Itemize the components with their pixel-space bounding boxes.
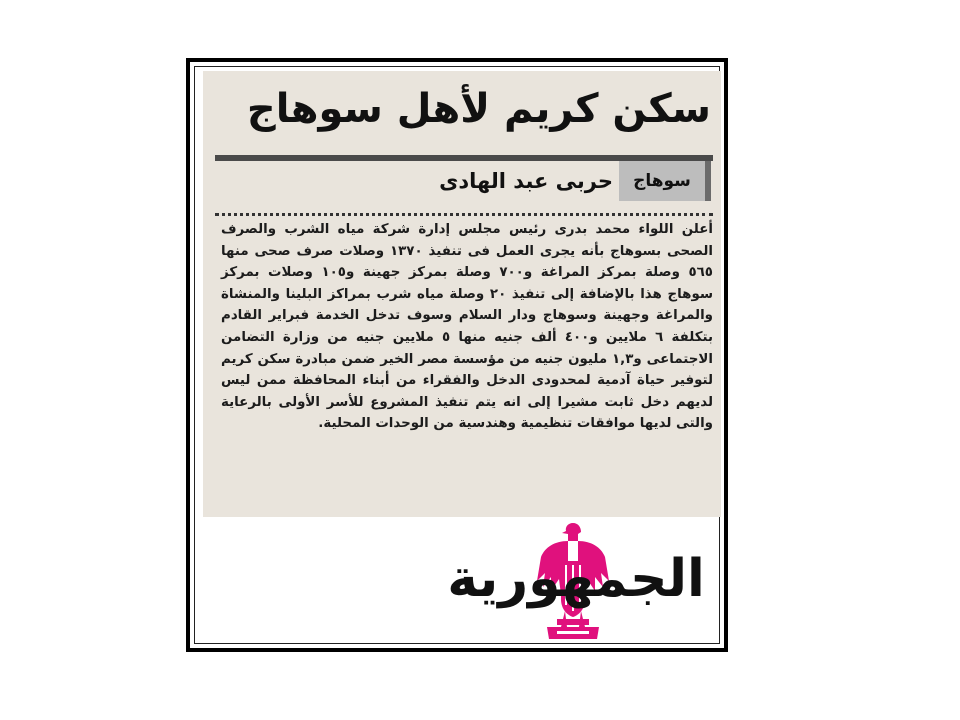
clipping-frame <box>186 58 728 652</box>
dotted-divider <box>215 213 713 216</box>
clipping-inner-border <box>194 66 720 644</box>
article-headline: سكن كريم لأهل سوهاج <box>246 86 711 132</box>
newspaper-logo <box>445 521 705 649</box>
byline-bar <box>215 155 713 203</box>
newspaper-clipping <box>203 71 721 517</box>
location-label: سوهاج <box>633 171 691 191</box>
author-name: حربى عبد الهادى <box>439 169 613 193</box>
newspaper-name: الجمهورية <box>447 549 705 609</box>
article-body: أعلن اللواء محمد بدرى رئيس مجلس إدارة شركة مياه الشرب والصرف الصحى بسوهاج بأنه يجرى العمل فى تنفيذ ١٣٧٠ وصلات صرف صحى منها ٥٦٥ وصلة بمركز المراغة و٧٠٠ وصلة بمركز جهينة و١٠٥ وصلات بمركز سوهاج هذا بالإضافة إلى تنفيذ ٢٠ وصلة مياه شرب بمراكز البلينا والمنشاة والمراغة وجهينة وسوهاج ودار السلام وسوف تدخل الخدمة فبراير القادم بتكلفة ٦ ملايين و٤٠٠ ألف جنيه منها ٥ ملايين جنيه من وزارة التضامن الاجتماعى و١,٣ مليون جنيه من مؤسسة مصر الخير ضمن مبادرة سكن كريم لتوفير حياة آدمية لمحدودى الدخل والفقراء من أبناء المحافظة ممن ليس لديهم دخل ثابت مشيرا إلى انه يتم تنفيذ المشروع للأسر الأولى بالرعاية والتى لديها موافقات تنظيمية وهندسية من الوحدات المحلية. <box>221 222 714 432</box>
location-tag <box>619 161 711 201</box>
